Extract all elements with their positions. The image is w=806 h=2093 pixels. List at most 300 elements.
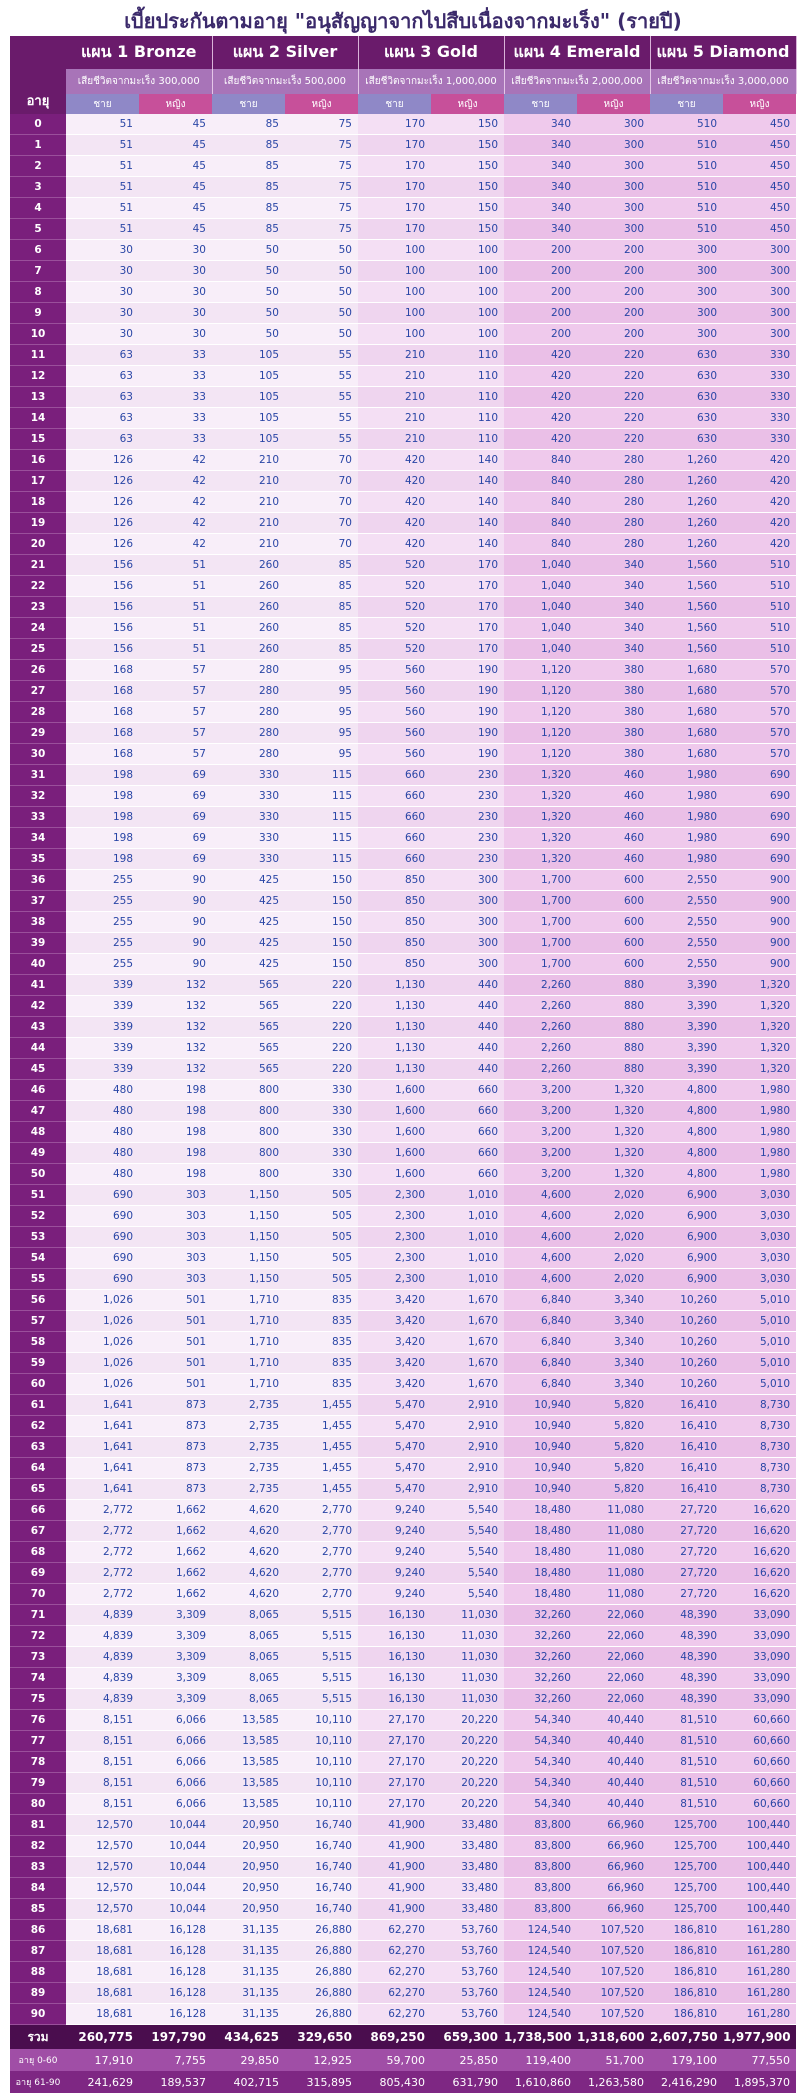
female-premium-cell: 150 <box>431 156 504 177</box>
male-premium-cell: 2,260 <box>504 1038 577 1059</box>
male-premium-cell: 48,390 <box>650 1647 723 1668</box>
male-premium-cell: 800 <box>212 1122 285 1143</box>
male-premium-cell: 210 <box>212 492 285 513</box>
summary-label: อายุ 0-60 <box>10 2049 66 2071</box>
male-premium-cell: 1,026 <box>66 1311 139 1332</box>
male-premium-cell: 168 <box>66 660 139 681</box>
male-premium-cell: 10,940 <box>504 1395 577 1416</box>
table-row <box>10 996 796 1017</box>
age-cell: 80 <box>10 1794 66 1815</box>
male-premium-cell: 1,130 <box>358 1038 431 1059</box>
female-premium-cell: 510 <box>723 576 796 597</box>
male-premium-cell: 8,151 <box>66 1710 139 1731</box>
male-premium-cell: 2,735 <box>212 1395 285 1416</box>
table-row <box>10 933 796 954</box>
female-premium-cell: 220 <box>285 1038 358 1059</box>
table-row <box>10 1794 796 1815</box>
table-row <box>10 240 796 261</box>
male-premium-cell: 1,680 <box>650 744 723 765</box>
male-premium-cell: 124,540 <box>504 2004 577 2025</box>
male-premium-cell: 16,130 <box>358 1626 431 1647</box>
male-premium-cell: 83,800 <box>504 1857 577 1878</box>
male-premium-cell: 520 <box>358 639 431 660</box>
female-premium-cell: 33,090 <box>723 1626 796 1647</box>
female-premium-cell: 45 <box>139 177 212 198</box>
male-premium-cell: 54,340 <box>504 1794 577 1815</box>
age-cell: 36 <box>10 870 66 891</box>
female-premium-cell: 8,730 <box>723 1479 796 1500</box>
male-premium-cell: 660 <box>358 828 431 849</box>
female-premium-cell: 900 <box>723 933 796 954</box>
age-cell: 60 <box>10 1374 66 1395</box>
male-premium-cell: 3,420 <box>358 1290 431 1311</box>
male-premium-cell: 27,170 <box>358 1794 431 1815</box>
female-premium-cell: 900 <box>723 912 796 933</box>
female-premium-cell: 26,880 <box>285 1983 358 2004</box>
male-premium-cell: 12,570 <box>66 1878 139 1899</box>
female-premium-cell: 50 <box>285 282 358 303</box>
female-premium-cell: 690 <box>723 786 796 807</box>
female-premium-cell: 330 <box>723 408 796 429</box>
female-premium-cell: 66,960 <box>577 1857 650 1878</box>
male-premium-cell: 340 <box>504 198 577 219</box>
male-premium-cell: 126 <box>66 534 139 555</box>
female-premium-cell: 303 <box>139 1227 212 1248</box>
male-premium-cell: 51 <box>66 177 139 198</box>
male-premium-cell: 1,710 <box>212 1353 285 1374</box>
male-premium-cell: 420 <box>358 513 431 534</box>
male-premium-cell: 630 <box>650 408 723 429</box>
male-premium-cell: 31,135 <box>212 2004 285 2025</box>
age-cell: 86 <box>10 1920 66 1941</box>
male-premium-cell: 16,410 <box>650 1479 723 1500</box>
age-cell: 64 <box>10 1458 66 1479</box>
female-premium-cell: 5,010 <box>723 1332 796 1353</box>
female-premium-cell: 42 <box>139 534 212 555</box>
table-row <box>10 1101 796 1122</box>
age-cell: 59 <box>10 1353 66 1374</box>
summary-value: 631,790 <box>431 2071 504 2093</box>
female-premium-cell: 3,309 <box>139 1647 212 1668</box>
female-premium-cell: 60,660 <box>723 1710 796 1731</box>
male-premium-cell: 4,800 <box>650 1143 723 1164</box>
male-premium-cell: 6,900 <box>650 1227 723 1248</box>
age-cell: 11 <box>10 345 66 366</box>
male-premium-cell: 1,680 <box>650 723 723 744</box>
female-premium-cell: 570 <box>723 681 796 702</box>
summary-value: 17,910 <box>66 2049 139 2071</box>
female-premium-cell: 330 <box>723 387 796 408</box>
female-premium-cell: 100 <box>431 303 504 324</box>
table-row <box>10 681 796 702</box>
male-premium-cell: 1,120 <box>504 660 577 681</box>
female-premium-cell: 45 <box>139 135 212 156</box>
male-premium-cell: 4,800 <box>650 1164 723 1185</box>
male-premium-cell: 168 <box>66 702 139 723</box>
male-premium-cell: 2,300 <box>358 1206 431 1227</box>
male-premium-cell: 425 <box>212 954 285 975</box>
female-premium-cell: 1,320 <box>723 1038 796 1059</box>
female-premium-cell: 22,060 <box>577 1605 650 1626</box>
female-premium-cell: 100,440 <box>723 1899 796 1920</box>
female-premium-cell: 57 <box>139 744 212 765</box>
female-premium-cell: 53,760 <box>431 1920 504 1941</box>
summary-value: 1,610,860 <box>504 2071 577 2093</box>
plan-2-name: แผน 2 Silver <box>212 36 358 69</box>
male-premium-cell: 50 <box>212 282 285 303</box>
male-premium-cell: 168 <box>66 681 139 702</box>
male-premium-cell: 850 <box>358 954 431 975</box>
age-cell: 77 <box>10 1731 66 1752</box>
female-premium-cell: 20,220 <box>431 1710 504 1731</box>
female-premium-cell: 6,066 <box>139 1773 212 1794</box>
male-premium-cell: 2,300 <box>358 1248 431 1269</box>
male-premium-cell: 27,170 <box>358 1752 431 1773</box>
female-premium-cell: 5,515 <box>285 1689 358 1710</box>
female-premium-cell: 190 <box>431 723 504 744</box>
female-premium-cell: 115 <box>285 807 358 828</box>
male-premium-cell: 2,735 <box>212 1479 285 1500</box>
male-premium-cell: 41,900 <box>358 1815 431 1836</box>
male-premium-cell: 1,641 <box>66 1395 139 1416</box>
female-premium-cell: 1,980 <box>723 1122 796 1143</box>
male-premium-cell: 420 <box>504 366 577 387</box>
table-row <box>10 471 796 492</box>
table-row <box>10 1227 796 1248</box>
female-premium-cell: 100,440 <box>723 1836 796 1857</box>
female-premium-cell: 380 <box>577 681 650 702</box>
male-premium-cell: 3,390 <box>650 1017 723 1038</box>
male-premium-cell: 83,800 <box>504 1836 577 1857</box>
male-premium-cell: 2,550 <box>650 954 723 975</box>
age-cell: 40 <box>10 954 66 975</box>
age-cell: 52 <box>10 1206 66 1227</box>
male-premium-cell: 840 <box>504 513 577 534</box>
male-premium-cell: 1,560 <box>650 618 723 639</box>
male-premium-cell: 20,950 <box>212 1899 285 1920</box>
female-premium-cell: 190 <box>431 744 504 765</box>
female-premium-cell: 26,880 <box>285 1941 358 1962</box>
female-premium-cell: 450 <box>723 177 796 198</box>
female-premium-cell: 40,440 <box>577 1710 650 1731</box>
female-premium-cell: 200 <box>577 324 650 345</box>
summary-row <box>10 2049 796 2071</box>
female-premium-cell: 107,520 <box>577 1920 650 1941</box>
age-cell: 67 <box>10 1521 66 1542</box>
female-premium-cell: 340 <box>577 597 650 618</box>
male-premium-cell: 9,240 <box>358 1521 431 1542</box>
male-premium-cell: 170 <box>358 135 431 156</box>
male-premium-cell: 16,130 <box>358 1668 431 1689</box>
female-premium-cell: 300 <box>723 303 796 324</box>
male-premium-cell: 1,026 <box>66 1353 139 1374</box>
female-premium-cell: 5,540 <box>431 1542 504 1563</box>
table-row <box>10 786 796 807</box>
male-premium-cell: 105 <box>212 408 285 429</box>
female-premium-cell: 1,455 <box>285 1479 358 1500</box>
female-premium-cell: 280 <box>577 513 650 534</box>
table-row <box>10 1017 796 1038</box>
male-premium-cell: 105 <box>212 366 285 387</box>
male-premium-cell: 1,560 <box>650 597 723 618</box>
female-premium-cell: 107,520 <box>577 1962 650 1983</box>
male-premium-cell: 125,700 <box>650 1836 723 1857</box>
male-premium-cell: 1,040 <box>504 597 577 618</box>
table-row <box>10 324 796 345</box>
plan-2-male-header: ชาย <box>212 94 285 114</box>
male-premium-cell: 2,772 <box>66 1584 139 1605</box>
female-premium-cell: 501 <box>139 1374 212 1395</box>
female-premium-cell: 110 <box>431 387 504 408</box>
female-premium-cell: 150 <box>431 198 504 219</box>
male-premium-cell: 1,600 <box>358 1080 431 1101</box>
table-row <box>10 1248 796 1269</box>
male-premium-cell: 170 <box>358 114 431 135</box>
male-premium-cell: 30 <box>66 240 139 261</box>
male-premium-cell: 420 <box>358 492 431 513</box>
female-premium-cell: 50 <box>285 240 358 261</box>
male-premium-cell: 124,540 <box>504 1941 577 1962</box>
male-premium-cell: 125,700 <box>650 1857 723 1878</box>
male-premium-cell: 85 <box>212 198 285 219</box>
table-row <box>10 1521 796 1542</box>
male-premium-cell: 280 <box>212 744 285 765</box>
male-premium-cell: 18,681 <box>66 2004 139 2025</box>
female-premium-cell: 330 <box>723 345 796 366</box>
female-premium-cell: 300 <box>431 933 504 954</box>
table-row <box>10 492 796 513</box>
female-premium-cell: 33,480 <box>431 1836 504 1857</box>
female-premium-cell: 1,670 <box>431 1353 504 1374</box>
female-premium-cell: 22,060 <box>577 1626 650 1647</box>
female-premium-cell: 45 <box>139 114 212 135</box>
table-row <box>10 1122 796 1143</box>
male-premium-cell: 54,340 <box>504 1731 577 1752</box>
male-premium-cell: 125,700 <box>650 1899 723 1920</box>
male-premium-cell: 16,410 <box>650 1416 723 1437</box>
female-premium-cell: 40,440 <box>577 1731 650 1752</box>
female-premium-cell: 5,515 <box>285 1626 358 1647</box>
plan-name-row <box>10 36 796 69</box>
table-row <box>10 1206 796 1227</box>
table-row <box>10 1815 796 1836</box>
male-premium-cell: 62,270 <box>358 1920 431 1941</box>
table-row <box>10 1605 796 1626</box>
male-premium-cell: 198 <box>66 765 139 786</box>
male-premium-cell: 1,980 <box>650 765 723 786</box>
male-premium-cell: 1,320 <box>504 765 577 786</box>
female-premium-cell: 57 <box>139 702 212 723</box>
female-premium-cell: 11,080 <box>577 1521 650 1542</box>
female-premium-cell: 20,220 <box>431 1794 504 1815</box>
female-premium-cell: 220 <box>577 408 650 429</box>
male-premium-cell: 260 <box>212 639 285 660</box>
table-row <box>10 1689 796 1710</box>
male-premium-cell: 62,270 <box>358 1962 431 1983</box>
male-premium-cell: 125,700 <box>650 1878 723 1899</box>
male-premium-cell: 6,900 <box>650 1185 723 1206</box>
male-premium-cell: 3,420 <box>358 1332 431 1353</box>
female-premium-cell: 690 <box>723 765 796 786</box>
table-row <box>10 1563 796 1584</box>
table-row <box>10 1290 796 1311</box>
age-cell: 79 <box>10 1773 66 1794</box>
age-cell: 24 <box>10 618 66 639</box>
female-premium-cell: 3,030 <box>723 1248 796 1269</box>
male-premium-cell: 1,040 <box>504 639 577 660</box>
age-cell: 28 <box>10 702 66 723</box>
male-premium-cell: 10,260 <box>650 1374 723 1395</box>
male-premium-cell: 340 <box>504 156 577 177</box>
plan-4-male-header: ชาย <box>504 94 577 114</box>
female-premium-cell: 132 <box>139 1017 212 1038</box>
male-premium-cell: 420 <box>358 450 431 471</box>
female-premium-cell: 1,670 <box>431 1290 504 1311</box>
male-premium-cell: 1,260 <box>650 534 723 555</box>
age-cell: 32 <box>10 786 66 807</box>
summary-rows <box>10 2025 796 2093</box>
female-premium-cell: 6,066 <box>139 1710 212 1731</box>
age-cell: 7 <box>10 261 66 282</box>
female-premium-cell: 33,090 <box>723 1647 796 1668</box>
female-premium-cell: 1,320 <box>723 996 796 1017</box>
male-premium-cell: 170 <box>358 198 431 219</box>
female-premium-cell: 340 <box>577 576 650 597</box>
plan-3-female-header: หญิง <box>431 94 504 114</box>
female-premium-cell: 3,030 <box>723 1227 796 1248</box>
male-premium-cell: 260 <box>212 618 285 639</box>
female-premium-cell: 161,280 <box>723 1983 796 2004</box>
age-cell: 21 <box>10 555 66 576</box>
male-premium-cell: 18,480 <box>504 1500 577 1521</box>
male-premium-cell: 850 <box>358 891 431 912</box>
age-cell: 20 <box>10 534 66 555</box>
male-premium-cell: 2,772 <box>66 1542 139 1563</box>
age-cell: 47 <box>10 1101 66 1122</box>
age-cell: 25 <box>10 639 66 660</box>
age-cell: 58 <box>10 1332 66 1353</box>
male-premium-cell: 330 <box>212 765 285 786</box>
female-premium-cell: 26,880 <box>285 1962 358 1983</box>
female-premium-cell: 300 <box>577 135 650 156</box>
age-cell: 43 <box>10 1017 66 1038</box>
male-premium-cell: 31,135 <box>212 1941 285 1962</box>
male-premium-cell: 32,260 <box>504 1668 577 1689</box>
male-premium-cell: 186,810 <box>650 1983 723 2004</box>
male-premium-cell: 10,260 <box>650 1311 723 1332</box>
table-row <box>10 1374 796 1395</box>
female-premium-cell: 303 <box>139 1269 212 1290</box>
male-premium-cell: 1,600 <box>358 1164 431 1185</box>
female-premium-cell: 30 <box>139 240 212 261</box>
summary-value: 59,700 <box>358 2049 431 2071</box>
male-premium-cell: 520 <box>358 597 431 618</box>
male-premium-cell: 1,120 <box>504 681 577 702</box>
age-cell: 53 <box>10 1227 66 1248</box>
male-premium-cell: 41,900 <box>358 1878 431 1899</box>
female-premium-cell: 873 <box>139 1416 212 1437</box>
male-premium-cell: 10,940 <box>504 1416 577 1437</box>
female-premium-cell: 300 <box>577 198 650 219</box>
age-cell: 0 <box>10 114 66 135</box>
female-premium-cell: 100,440 <box>723 1857 796 1878</box>
female-premium-cell: 5,820 <box>577 1479 650 1500</box>
table-row <box>10 261 796 282</box>
female-premium-cell: 1,010 <box>431 1185 504 1206</box>
female-premium-cell: 835 <box>285 1311 358 1332</box>
female-premium-cell: 220 <box>285 996 358 1017</box>
male-premium-cell: 30 <box>66 261 139 282</box>
female-premium-cell: 450 <box>723 156 796 177</box>
male-premium-cell: 5,470 <box>358 1458 431 1479</box>
female-premium-cell: 330 <box>285 1164 358 1185</box>
summary-value: 119,400 <box>504 2049 577 2071</box>
male-premium-cell: 54,340 <box>504 1710 577 1731</box>
female-premium-cell: 300 <box>431 912 504 933</box>
female-premium-cell: 440 <box>431 975 504 996</box>
female-premium-cell: 3,030 <box>723 1185 796 1206</box>
male-premium-cell: 4,839 <box>66 1668 139 1689</box>
age-cell: 23 <box>10 597 66 618</box>
female-premium-cell: 30 <box>139 324 212 345</box>
female-premium-cell: 5,540 <box>431 1584 504 1605</box>
male-premium-cell: 81,510 <box>650 1773 723 1794</box>
male-premium-cell: 32,260 <box>504 1647 577 1668</box>
male-premium-cell: 565 <box>212 975 285 996</box>
female-premium-cell: 70 <box>285 492 358 513</box>
table-row <box>10 387 796 408</box>
female-premium-cell: 50 <box>285 261 358 282</box>
plan-3-male-header: ชาย <box>358 94 431 114</box>
male-premium-cell: 630 <box>650 429 723 450</box>
female-premium-cell: 280 <box>577 450 650 471</box>
female-premium-cell: 2,770 <box>285 1542 358 1563</box>
male-premium-cell: 41,900 <box>358 1836 431 1857</box>
male-premium-cell: 54,340 <box>504 1773 577 1794</box>
female-premium-cell: 150 <box>431 135 504 156</box>
male-premium-cell: 6,840 <box>504 1311 577 1332</box>
male-premium-cell: 16,130 <box>358 1605 431 1626</box>
female-premium-cell: 30 <box>139 261 212 282</box>
table-row <box>10 1878 796 1899</box>
summary-value: 2,607,750 <box>650 2025 723 2050</box>
male-premium-cell: 10,260 <box>650 1332 723 1353</box>
female-premium-cell: 1,320 <box>577 1101 650 1122</box>
male-premium-cell: 1,600 <box>358 1143 431 1164</box>
male-premium-cell: 4,600 <box>504 1269 577 1290</box>
female-premium-cell: 70 <box>285 534 358 555</box>
age-cell: 38 <box>10 912 66 933</box>
male-premium-cell: 2,550 <box>650 870 723 891</box>
male-premium-cell: 5,470 <box>358 1416 431 1437</box>
male-premium-cell: 800 <box>212 1101 285 1122</box>
female-premium-cell: 303 <box>139 1206 212 1227</box>
male-premium-cell: 2,735 <box>212 1416 285 1437</box>
male-premium-cell: 1,040 <box>504 555 577 576</box>
table-row <box>10 597 796 618</box>
female-premium-cell: 300 <box>431 870 504 891</box>
female-premium-cell: 69 <box>139 765 212 786</box>
male-premium-cell: 420 <box>504 429 577 450</box>
female-premium-cell: 380 <box>577 702 650 723</box>
female-premium-cell: 440 <box>431 1017 504 1038</box>
female-premium-cell: 380 <box>577 723 650 744</box>
age-cell: 63 <box>10 1437 66 1458</box>
male-premium-cell: 186,810 <box>650 1962 723 1983</box>
female-premium-cell: 11,080 <box>577 1542 650 1563</box>
female-premium-cell: 460 <box>577 765 650 786</box>
age-cell: 9 <box>10 303 66 324</box>
